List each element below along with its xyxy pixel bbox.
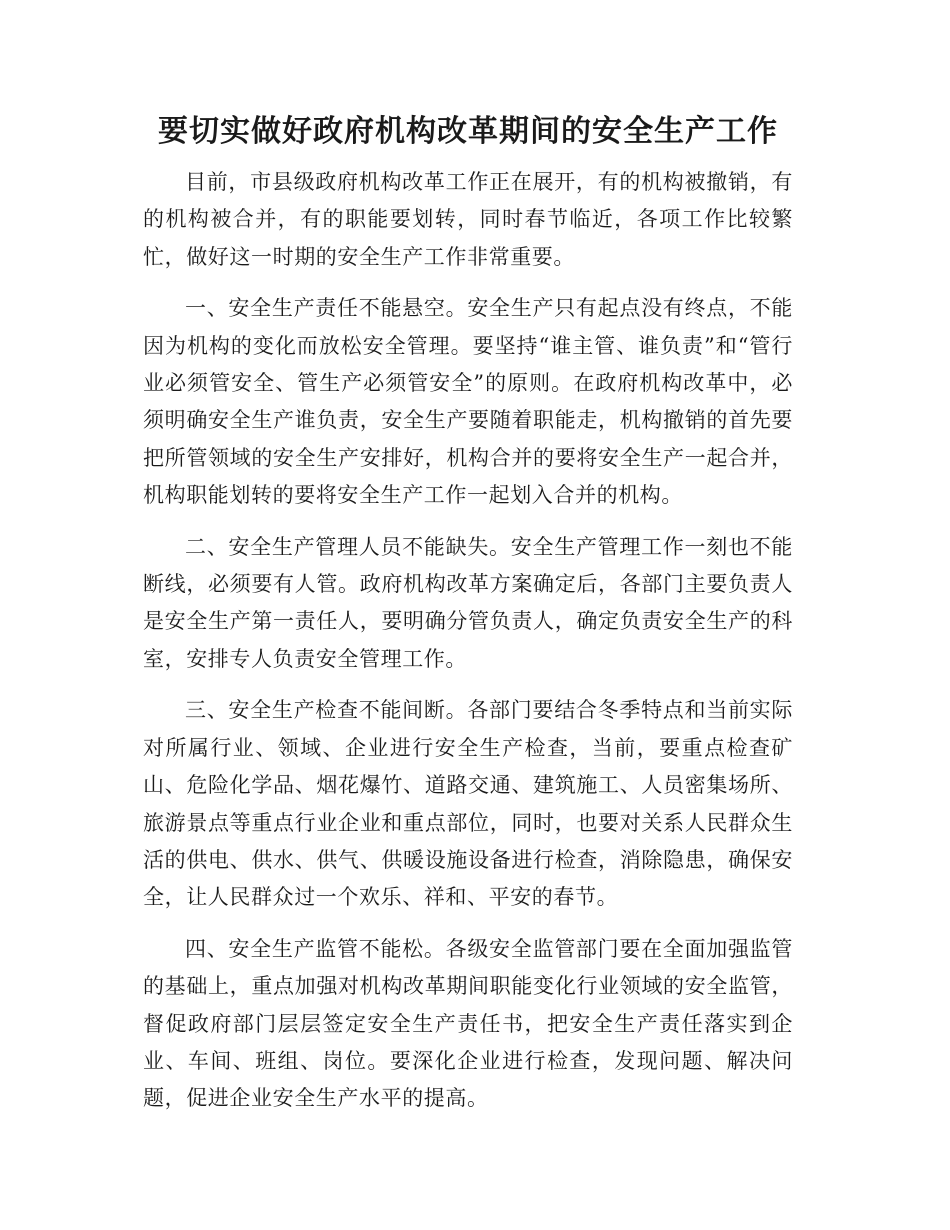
- paragraph-section-3: 三、安全生产检查不能间断。各部门要结合冬季特点和当前实际对所属行业、领域、企业进行安全生产检查，当前，要重点检查矿山、危险化学品、烟花爆竹、道路交通、建筑施工、人员密集场所、旅游景点等重点行业企业和重点部位，同时，也要对关系人民群众生活的供电、供水、供气、供暖设施设备进行检查，消除隐患，确保安全，让人民群众过一个欢乐、祥和、平安的春节。: [143, 698, 793, 910]
- paragraph-section-1: 一、安全生产责任不能悬空。安全生产只有起点没有终点，不能因为机构的变化而放松安全管理。要坚持“谁主管、谁负责”和“管行业必须管安全、管生产必须管安全”的原则。在政府机构改革中，必须明确安全生产谁负责，安全生产要随着职能走，机构撤销的首先要把所管领域的安全生产安排好，机构合并的要将安全生产一起合并，机构职能划转的要将安全生产工作一起划入合并的机构。: [143, 296, 793, 508]
- paragraph-section-4: 四、安全生产监管不能松。各级安全监管部门要在全面加强监管的基础上，重点加强对机构改革期间职能变化行业领域的安全监管，督促政府部门层层签定安全生产责任书，把安全生产责任落实到企业、车间、班组、岗位。要深化企业进行检查，发现问题、解决问题，促进企业安全生产水平的提高。: [143, 936, 793, 1111]
- paragraph-section-2: 二、安全生产管理人员不能缺失。安全生产管理工作一刻也不能断线，必须要有人管。政府机构改革方案确定后，各部门主要负责人是安全生产第一责任人，要明确分管负责人，确定负责安全生产的科室，安排专人负责安全管理工作。: [143, 534, 793, 671]
- paragraph-intro: 目前，市县级政府机构改革工作正在展开，有的机构被撤销，有的机构被合并，有的职能要划转，同时春节临近，各项工作比较繁忙，做好这一时期的安全生产工作非常重要。: [143, 170, 793, 269]
- document-page: [143, 112, 793, 1132]
- document-title: 要切实做好政府机构改革期间的安全生产工作: [158, 114, 778, 149]
